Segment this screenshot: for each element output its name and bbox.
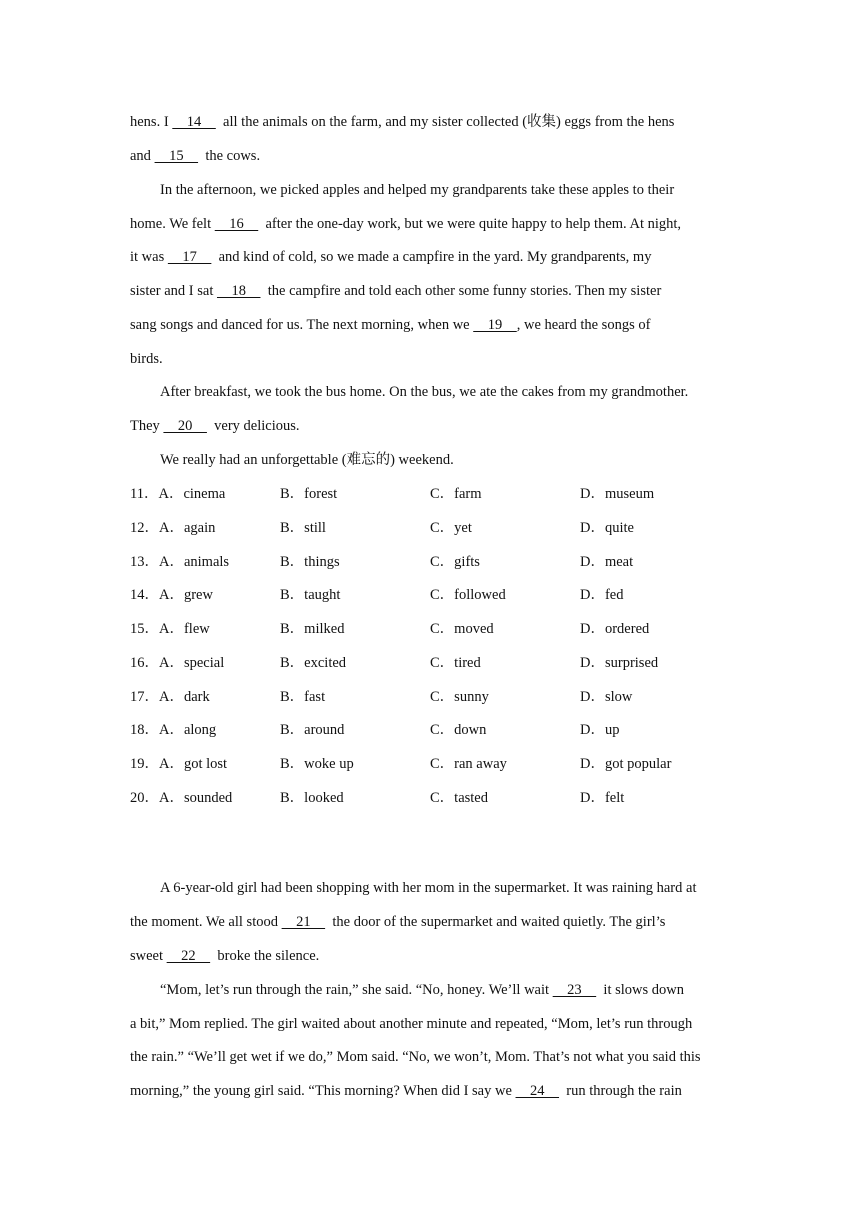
question-number: 14． [130,587,159,603]
passage2-line-3 [130,946,319,966]
option-number [130,518,215,538]
option-d: D．ordered [580,621,650,637]
question-number: 20． [130,790,159,806]
blank-24: 24 [515,1083,560,1099]
option-c: C．farm [430,486,482,502]
passage1-line-10 [130,416,300,436]
text: They [130,418,164,434]
option-b: B．taught [280,587,341,603]
option-c: C．followed [430,587,506,603]
option-d: D．got popular [580,756,672,772]
blank-20: 20 [163,418,207,434]
option-a: A．dark [159,689,210,705]
option-b: B．woke up [280,756,354,772]
option-c: C．yet [430,520,472,536]
text: very delicious. [206,418,300,434]
option-b: B．fast [280,689,326,705]
blank-17: 17 [167,249,212,265]
passage1-line-11 [160,450,454,470]
option-number [130,585,213,605]
text: and [130,148,155,164]
passage1-line-8 [130,349,163,369]
option-number [130,687,210,707]
option-number [130,788,232,808]
option-d: D．surprised [580,655,659,671]
text: run through the rain [559,1083,682,1099]
passage1-line-9 [160,382,688,402]
option-number [130,653,224,673]
option-c: C．down [430,722,487,738]
text: We really had an unforgettable (难忘的) weekend. [160,452,454,468]
question-number: 17． [130,689,159,705]
option-a: A．got lost [159,756,228,772]
blank-18: 18 [216,283,261,299]
text: sweet [130,948,167,964]
option-c: C．ran away [430,756,507,772]
option-number [130,720,216,740]
text: after the one-day work, but we were quite happy to help them. At night, [258,216,682,232]
text: the campfire and told each other some funny stories. Then my sister [260,283,662,299]
text: the cows. [198,148,261,164]
text: it was [130,249,168,265]
option-b: B．things [280,554,340,570]
passage1-line-4 [130,214,681,234]
option-d: D．museum [580,486,655,502]
option-b: B．excited [280,655,347,671]
option-c: C．tired [430,655,481,671]
option-c: C．gifts [430,554,480,570]
text: all the animals on the farm, and my sister collected (收集) eggs from the hens [215,114,675,130]
blank-19: 19 [473,317,517,333]
text: home. We felt [130,216,215,232]
passage2-line-2 [130,912,665,932]
option-a: A．grew [159,587,213,603]
question-number: 12． [130,520,159,536]
text: broke the silence. [210,948,320,964]
option-d: D．fed [580,587,624,603]
option-a: A．cinema [158,486,226,502]
option-b: B．around [280,722,345,738]
text: , we heard the songs of [516,317,651,333]
option-a: A．along [159,722,217,738]
question-number: 19． [130,756,159,772]
option-b: B．milked [280,621,345,637]
text: “Mom, let’s run through the rain,” she said. “No, honey. We’ll wait [160,982,553,998]
passage1-line-2 [130,146,260,166]
text: sang songs and danced for us. The next morning, when we [130,317,474,333]
option-number [130,552,229,572]
question-number: 11． [130,486,159,502]
option-d: D．meat [580,554,634,570]
option-c: C．sunny [430,689,489,705]
option-d: D．up [580,722,620,738]
option-d: D．slow [580,689,633,705]
option-number [130,484,225,504]
option-a: A．sounded [159,790,233,806]
option-a: A．flew [159,621,210,637]
option-d: D．quite [580,520,634,536]
option-a: A．special [159,655,225,671]
blank-15: 15 [154,148,199,164]
blank-21: 21 [281,914,326,930]
passage2-line-7 [130,1081,682,1101]
text: hens. I [130,114,173,130]
passage1-line-7 [130,315,650,335]
text: A 6-year-old girl had been shopping with her mom in the supermarket. It was raining hard at [160,880,697,896]
option-b: B．forest [280,486,338,502]
blank-22: 22 [166,948,211,964]
option-d: D．felt [580,790,625,806]
option-a: A．again [159,520,216,536]
text: In the afternoon, we picked apples and helped my grandparents take these apples to their [160,182,675,198]
text: and kind of cold, so we made a campfire in the yard. My grandparents, my [211,249,652,265]
option-b: B．looked [280,790,344,806]
text: sister and I sat [130,283,217,299]
question-number: 16． [130,655,159,671]
passage1-line-3 [160,180,674,200]
passage1-line-5 [130,247,651,267]
question-number: 15． [130,621,159,637]
text: a bit,” Mom replied. The girl waited about another minute and repeated, “Mom, let’s run through [130,1016,693,1032]
blank-16: 16 [214,216,259,232]
passage2-line-1 [160,878,696,898]
text: the door of the supermarket and waited quietly. The girl’s [325,914,666,930]
option-c: C．moved [430,621,494,637]
text: After breakfast, we took the bus home. On the bus, we ate the cakes from my grandmother. [160,384,689,400]
passage2-line-6 [130,1047,701,1067]
option-b: B．still [280,520,326,536]
text: it slows down [596,982,684,998]
option-number [130,754,227,774]
passage2-line-5 [130,1014,692,1034]
text: morning,” the young girl said. “This morning? When did I say we [130,1083,516,1099]
question-number: 18． [130,722,159,738]
passage1-line-1 [130,112,674,132]
text: birds. [130,351,163,367]
passage1-line-6 [130,281,661,301]
question-number: 13． [130,554,159,570]
option-a: A．animals [159,554,230,570]
blank-23: 23 [552,982,597,998]
blank-14: 14 [172,114,216,130]
text: the rain.” “We’ll get wet if we do,” Mom said. “No, we won’t, Mom. That’s not what you said this [130,1049,701,1065]
option-number [130,619,210,639]
passage2-line-4 [160,980,684,1000]
text: the moment. We all stood [130,914,282,930]
option-c: C．tasted [430,790,488,806]
